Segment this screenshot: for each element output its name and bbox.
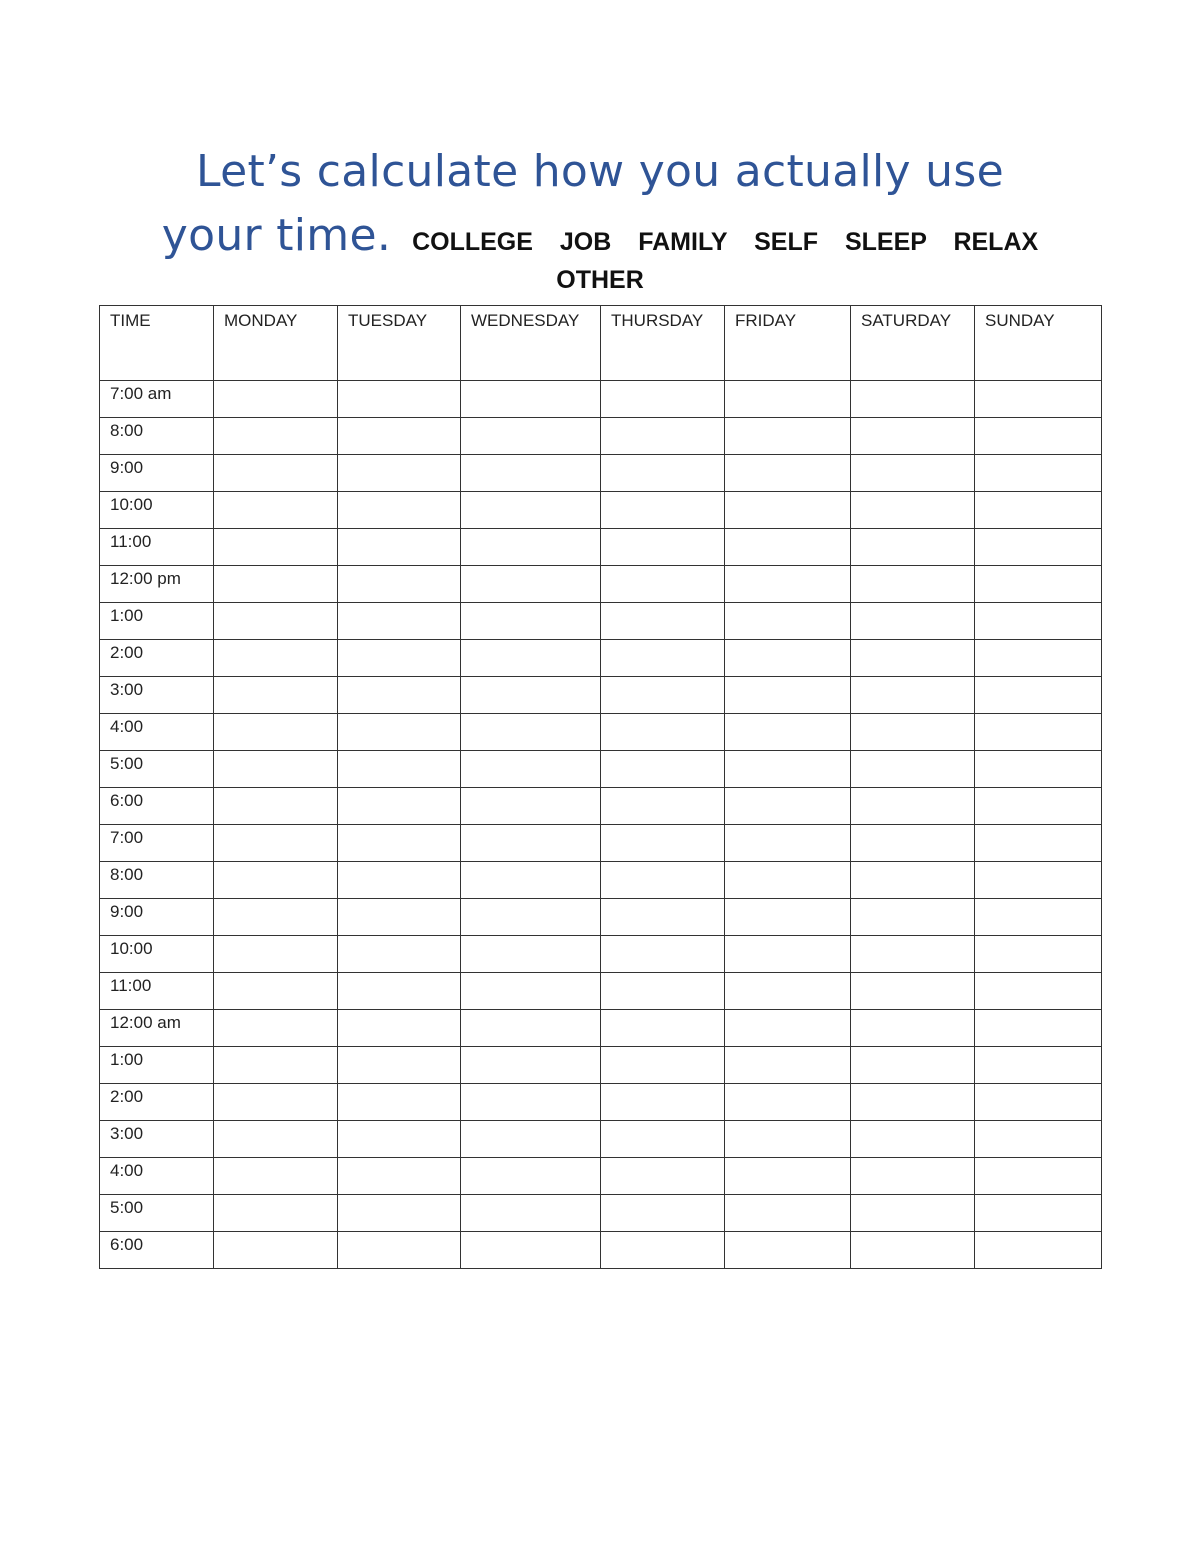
table-row: [100, 788, 1102, 825]
schedule-cell[interactable]: [338, 603, 461, 640]
schedule-cell[interactable]: [214, 825, 338, 862]
schedule-cell[interactable]: [338, 899, 461, 936]
header-row: [100, 306, 1102, 381]
schedule-cell[interactable]: [461, 1121, 601, 1158]
schedule-cell[interactable]: [214, 751, 338, 788]
schedule-cell[interactable]: [725, 566, 851, 603]
schedule-cell[interactable]: [461, 936, 601, 973]
schedule-cell[interactable]: [725, 381, 851, 418]
category-other: OTHER: [556, 266, 644, 294]
time-cell: 3:00: [100, 677, 214, 714]
schedule-cell[interactable]: [214, 1195, 338, 1232]
schedule-cell[interactable]: [601, 529, 725, 566]
table-row: [100, 418, 1102, 455]
schedule-cell[interactable]: [601, 640, 725, 677]
time-cell: 7:00 am: [100, 381, 214, 418]
schedule-cell[interactable]: [461, 1010, 601, 1047]
schedule-cell[interactable]: [461, 751, 601, 788]
schedule-cell[interactable]: [214, 1121, 338, 1158]
schedule-cell[interactable]: [214, 1084, 338, 1121]
schedule-cell[interactable]: [725, 899, 851, 936]
schedule-cell[interactable]: [461, 1047, 601, 1084]
table-row: [100, 1121, 1102, 1158]
time-cell: 5:00: [100, 1195, 214, 1232]
schedule-cell[interactable]: [975, 492, 1102, 529]
time-cell: 12:00 am: [100, 1010, 214, 1047]
schedule-cell[interactable]: [851, 899, 975, 936]
schedule-cell[interactable]: [725, 825, 851, 862]
category-relax: RELAX: [953, 228, 1039, 256]
schedule-cell[interactable]: [338, 862, 461, 899]
header-sunday: SUNDAY: [975, 306, 1102, 381]
time-cell: 6:00: [100, 788, 214, 825]
schedule-cell[interactable]: [601, 1158, 725, 1195]
schedule-cell[interactable]: [851, 973, 975, 1010]
table-row: [100, 1232, 1102, 1269]
schedule-cell[interactable]: [975, 566, 1102, 603]
category-college: COLLEGE: [412, 228, 533, 256]
time-cell: 6:00: [100, 1232, 214, 1269]
schedule-cell[interactable]: [214, 862, 338, 899]
header-friday: FRIDAY: [725, 306, 851, 381]
schedule-cell[interactable]: [851, 936, 975, 973]
heading-line-1: Let’s calculate how you actually use: [196, 146, 1004, 197]
schedule-cell[interactable]: [725, 751, 851, 788]
schedule-cell[interactable]: [851, 862, 975, 899]
schedule-cell[interactable]: [338, 1010, 461, 1047]
schedule-cell[interactable]: [851, 1158, 975, 1195]
schedule-cell[interactable]: [851, 418, 975, 455]
schedule-cell[interactable]: [214, 492, 338, 529]
schedule-cell[interactable]: [461, 825, 601, 862]
schedule-cell[interactable]: [601, 1195, 725, 1232]
header-saturday: SATURDAY: [851, 306, 975, 381]
schedule-cell[interactable]: [851, 825, 975, 862]
schedule-cell[interactable]: [338, 751, 461, 788]
category-family: FAMILY: [638, 228, 728, 256]
table-row: [100, 492, 1102, 529]
schedule-cell[interactable]: [725, 418, 851, 455]
schedule-cell[interactable]: [601, 1010, 725, 1047]
schedule-cell[interactable]: [975, 603, 1102, 640]
schedule-cell[interactable]: [461, 566, 601, 603]
schedule-cell[interactable]: [725, 788, 851, 825]
schedule-cell[interactable]: [601, 1084, 725, 1121]
schedule-cell[interactable]: [338, 381, 461, 418]
time-cell: 9:00: [100, 455, 214, 492]
category-list: [391, 228, 1038, 256]
category-sleep: SLEEP: [844, 228, 927, 256]
schedule-cell[interactable]: [601, 1121, 725, 1158]
schedule-cell[interactable]: [851, 1010, 975, 1047]
table-row: [100, 603, 1102, 640]
time-cell: 8:00: [100, 418, 214, 455]
table-row: [100, 862, 1102, 899]
schedule-cell[interactable]: [601, 973, 725, 1010]
table-row: [100, 1158, 1102, 1195]
schedule-cell[interactable]: [461, 418, 601, 455]
schedule-cell[interactable]: [338, 1158, 461, 1195]
time-cell: 11:00: [100, 529, 214, 566]
schedule-cell[interactable]: [601, 751, 725, 788]
table-row: [100, 1010, 1102, 1047]
schedule-cell[interactable]: [214, 1232, 338, 1269]
schedule-cell[interactable]: [975, 1010, 1102, 1047]
schedule-cell[interactable]: [338, 714, 461, 751]
schedule-cell[interactable]: [725, 529, 851, 566]
schedule-cell[interactable]: [214, 899, 338, 936]
schedule-cell[interactable]: [214, 788, 338, 825]
schedule-cell[interactable]: [214, 1158, 338, 1195]
schedule-cell[interactable]: [214, 603, 338, 640]
schedule-cell[interactable]: [851, 788, 975, 825]
table-row: [100, 640, 1102, 677]
schedule-cell[interactable]: [461, 788, 601, 825]
table-row: [100, 973, 1102, 1010]
time-cell: 5:00: [100, 751, 214, 788]
schedule-cell[interactable]: [461, 529, 601, 566]
schedule-cell[interactable]: [975, 640, 1102, 677]
schedule-cell[interactable]: [725, 936, 851, 973]
schedule-cell[interactable]: [975, 1195, 1102, 1232]
time-cell: 10:00: [100, 492, 214, 529]
header-monday: MONDAY: [214, 306, 338, 381]
time-cell: 2:00: [100, 640, 214, 677]
schedule-cell[interactable]: [338, 529, 461, 566]
schedule-cell[interactable]: [461, 1195, 601, 1232]
schedule-cell[interactable]: [851, 566, 975, 603]
schedule-cell[interactable]: [214, 714, 338, 751]
schedule-cell[interactable]: [725, 1232, 851, 1269]
schedule-cell[interactable]: [214, 640, 338, 677]
schedule-cell[interactable]: [601, 1232, 725, 1269]
schedule-cell[interactable]: [725, 1195, 851, 1232]
table-row: [100, 1084, 1102, 1121]
time-cell: 7:00: [100, 825, 214, 862]
schedule-cell[interactable]: [725, 1047, 851, 1084]
schedule-cell[interactable]: [975, 862, 1102, 899]
schedule-cell[interactable]: [338, 677, 461, 714]
schedule-cell[interactable]: [601, 566, 725, 603]
schedule-cell[interactable]: [601, 899, 725, 936]
schedule-cell[interactable]: [975, 1158, 1102, 1195]
schedule-cell[interactable]: [725, 603, 851, 640]
schedule-cell[interactable]: [214, 455, 338, 492]
schedule-cell[interactable]: [601, 381, 725, 418]
schedule-cell[interactable]: [461, 603, 601, 640]
table-row: [100, 714, 1102, 751]
header-thursday: THURSDAY: [601, 306, 725, 381]
schedule-cell[interactable]: [975, 936, 1102, 973]
schedule-cell[interactable]: [725, 1158, 851, 1195]
schedule-cell[interactable]: [725, 1084, 851, 1121]
table-row: [100, 751, 1102, 788]
schedule-cell[interactable]: [338, 1232, 461, 1269]
schedule-cell[interactable]: [601, 455, 725, 492]
table-row: [100, 1047, 1102, 1084]
category-job: JOB: [559, 228, 612, 256]
schedule-cell[interactable]: [851, 492, 975, 529]
table-row: [100, 936, 1102, 973]
time-cell: 11:00: [100, 973, 214, 1010]
schedule-cell[interactable]: [851, 677, 975, 714]
schedule-cell[interactable]: [975, 788, 1102, 825]
schedule-cell[interactable]: [214, 418, 338, 455]
schedule-cell[interactable]: [338, 825, 461, 862]
schedule-cell[interactable]: [851, 1084, 975, 1121]
schedule-cell[interactable]: [725, 714, 851, 751]
schedule-cell[interactable]: [725, 677, 851, 714]
table-row: [100, 566, 1102, 603]
schedule-cell[interactable]: [338, 455, 461, 492]
schedule-cell[interactable]: [975, 1121, 1102, 1158]
schedule-cell[interactable]: [851, 751, 975, 788]
header-tuesday: TUESDAY: [338, 306, 461, 381]
schedule-cell[interactable]: [725, 640, 851, 677]
schedule-cell[interactable]: [725, 862, 851, 899]
schedule-cell[interactable]: [725, 455, 851, 492]
schedule-cell[interactable]: [851, 603, 975, 640]
schedule-cell[interactable]: [214, 973, 338, 1010]
schedule-cell[interactable]: [461, 899, 601, 936]
schedule-cell[interactable]: [725, 492, 851, 529]
schedule-cell[interactable]: [601, 788, 725, 825]
schedule-cell[interactable]: [725, 1121, 851, 1158]
schedule-cell[interactable]: [975, 1047, 1102, 1084]
schedule-cell[interactable]: [851, 381, 975, 418]
schedule-cell[interactable]: [975, 677, 1102, 714]
header-time: TIME: [100, 306, 214, 381]
schedule-cell[interactable]: [338, 418, 461, 455]
weekly-schedule-table: [99, 305, 1102, 1269]
schedule-cell[interactable]: [338, 1121, 461, 1158]
schedule-cell[interactable]: [338, 1195, 461, 1232]
schedule-cell[interactable]: [338, 1084, 461, 1121]
schedule-cell[interactable]: [461, 640, 601, 677]
schedule-cell[interactable]: [461, 1158, 601, 1195]
schedule-cell[interactable]: [338, 1047, 461, 1084]
schedule-cell[interactable]: [338, 566, 461, 603]
schedule-cell[interactable]: [461, 862, 601, 899]
schedule-cell[interactable]: [601, 677, 725, 714]
schedule-cell[interactable]: [851, 1047, 975, 1084]
page-heading: [100, 140, 1100, 274]
schedule-cell[interactable]: [725, 973, 851, 1010]
heading-line-2: your time.: [161, 210, 392, 261]
schedule-cell[interactable]: [601, 603, 725, 640]
schedule-cell[interactable]: [975, 973, 1102, 1010]
schedule-cell[interactable]: [214, 1047, 338, 1084]
schedule-cell[interactable]: [601, 1047, 725, 1084]
schedule-cell[interactable]: [338, 640, 461, 677]
schedule-cell[interactable]: [461, 714, 601, 751]
schedule-cell[interactable]: [601, 862, 725, 899]
schedule-cell[interactable]: [975, 1232, 1102, 1269]
schedule-cell[interactable]: [214, 677, 338, 714]
schedule-cell[interactable]: [461, 973, 601, 1010]
schedule-cell[interactable]: [851, 1232, 975, 1269]
time-cell: 10:00: [100, 936, 214, 973]
schedule-cell[interactable]: [851, 640, 975, 677]
table-row: [100, 677, 1102, 714]
schedule-cell[interactable]: [214, 1010, 338, 1047]
category-self: SELF: [754, 228, 819, 256]
schedule-cell[interactable]: [851, 1195, 975, 1232]
time-cell: 2:00: [100, 1084, 214, 1121]
schedule-cell[interactable]: [461, 455, 601, 492]
schedule-body: [100, 381, 1102, 1269]
schedule-cell[interactable]: [461, 381, 601, 418]
time-cell: 12:00 pm: [100, 566, 214, 603]
schedule-cell[interactable]: [851, 529, 975, 566]
time-cell: 1:00: [100, 603, 214, 640]
time-cell: 3:00: [100, 1121, 214, 1158]
heading-line-2-container: [100, 204, 1100, 274]
time-cell: 4:00: [100, 1158, 214, 1195]
table-row: [100, 381, 1102, 418]
time-cell: 9:00: [100, 899, 214, 936]
time-cell: 1:00: [100, 1047, 214, 1084]
time-cell: 4:00: [100, 714, 214, 751]
schedule-cell[interactable]: [975, 825, 1102, 862]
schedule-cell[interactable]: [975, 751, 1102, 788]
schedule-cell[interactable]: [975, 529, 1102, 566]
schedule-cell[interactable]: [851, 1121, 975, 1158]
schedule-cell[interactable]: [601, 825, 725, 862]
schedule-cell[interactable]: [461, 492, 601, 529]
schedule-cell[interactable]: [214, 529, 338, 566]
schedule-cell[interactable]: [851, 455, 975, 492]
schedule-cell[interactable]: [601, 714, 725, 751]
schedule-cell[interactable]: [975, 1084, 1102, 1121]
schedule-cell[interactable]: [214, 381, 338, 418]
schedule-cell[interactable]: [461, 677, 601, 714]
schedule-cell[interactable]: [461, 1084, 601, 1121]
schedule-cell[interactable]: [338, 936, 461, 973]
schedule-cell[interactable]: [975, 418, 1102, 455]
schedule-cell[interactable]: [851, 714, 975, 751]
schedule-cell[interactable]: [975, 899, 1102, 936]
schedule-cell[interactable]: [214, 936, 338, 973]
table-row: [100, 899, 1102, 936]
table-row: [100, 455, 1102, 492]
schedule-cell[interactable]: [338, 973, 461, 1010]
table-row: [100, 529, 1102, 566]
header-wednesday: WEDNESDAY: [461, 306, 601, 381]
table-row: [100, 1195, 1102, 1232]
schedule-cell[interactable]: [214, 566, 338, 603]
schedule-cell[interactable]: [461, 1232, 601, 1269]
table-row: [100, 825, 1102, 862]
schedule-cell[interactable]: [338, 492, 461, 529]
schedule-cell[interactable]: [725, 1010, 851, 1047]
schedule-cell[interactable]: [975, 714, 1102, 751]
schedule-cell[interactable]: [975, 381, 1102, 418]
time-cell: 8:00: [100, 862, 214, 899]
schedule-cell[interactable]: [601, 418, 725, 455]
schedule-cell[interactable]: [601, 936, 725, 973]
schedule-cell[interactable]: [975, 455, 1102, 492]
schedule-cell[interactable]: [338, 788, 461, 825]
schedule-cell[interactable]: [601, 492, 725, 529]
